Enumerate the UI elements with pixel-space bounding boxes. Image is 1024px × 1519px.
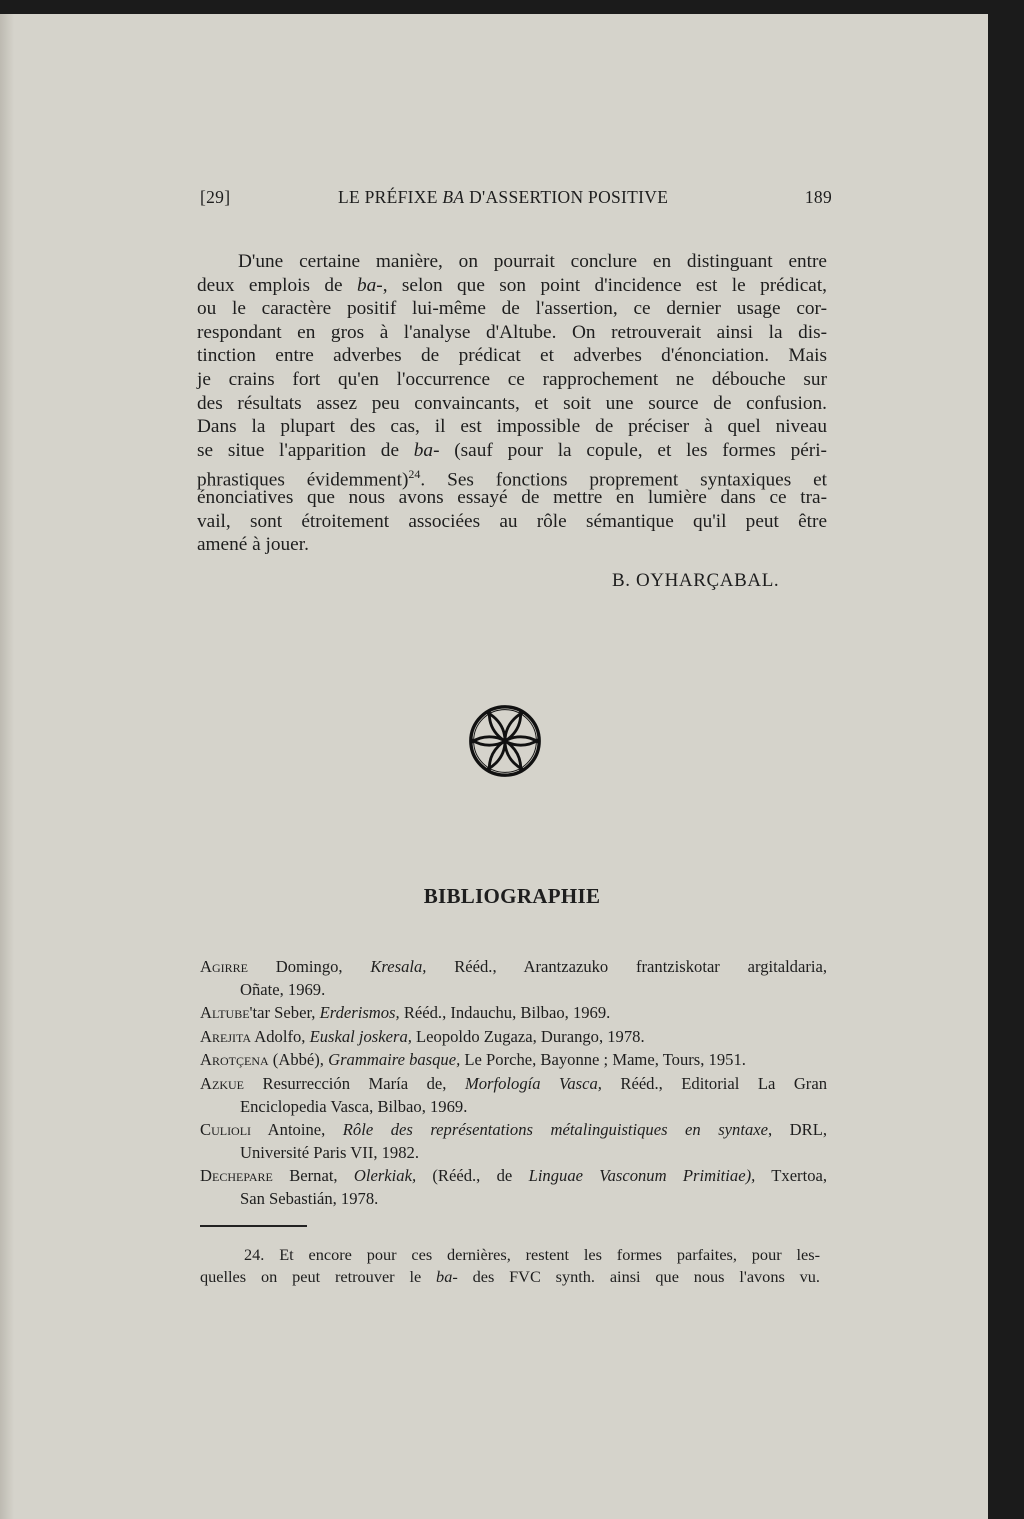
body-line: respondant en gros à l'analyse d'Altube. On retrouverait ainsi la dis- (197, 321, 827, 343)
bibliography-title: BIBLIOGRAPHIE (423, 884, 601, 908)
footnote-text-1: 24. Et encore pour ces dernières, restent les formes parfaites, pour les- (244, 1245, 820, 1264)
body-line: énonciatives que nous avons essayé de mettre en lumière dans ce tra- (197, 487, 827, 508)
body-line: tinction entre adverbes de prédicat et adverbes d'énonciation. Mais (197, 345, 827, 367)
bibliography-entry: Culioli Antoine, Rôle des représentations métalinguistiques en syntaxe, DRL, Université Paris VII, 1982. (200, 1119, 827, 1162)
running-title (338, 187, 668, 208)
running-title-em: BA (442, 187, 465, 207)
bibliography-entry: Arotçena (Abbé), Grammaire basque, Le Porche, Bayonne ; Mame, Tours, 1951. (200, 1050, 746, 1069)
bibliography-entry: Altube'tar Seber, Erderismos, Rééd., Indauchu, Bilbao, 1969. (200, 1003, 611, 1022)
bibliography-entry: Agirre Domingo, Kresala, Rééd., Arantzazuko frantziskotar argitaldaria, Oñate, 1969. (200, 957, 827, 999)
body-line: se situe l'apparition de ba- (sauf pour la copule, et les formes péri- (197, 439, 827, 461)
running-header (200, 187, 832, 211)
body-line: des résultats assez peu convaincants, et soit une source de confusion. (197, 392, 827, 414)
footnote-rule (200, 1225, 307, 1227)
body-line: D'une certaine manière, on pourrait conclure en distinguant entre (238, 251, 827, 272)
bibliography-entry: Dechepare Bernat, Olerkiak, (Rééd., de Linguae Vasconum Primitiae), Txertoa, San Sebastián, 1978. (200, 1165, 827, 1208)
page-number: 189 (804, 187, 832, 207)
running-title-post: D'ASSERTION POSITIVE (464, 187, 669, 207)
bibliography-entry: Arejita Adolfo, Euskal joskera, Leopoldo Zugaza, Durango, 1978. (200, 1026, 645, 1046)
body-line: Dans la plupart des cas, il est impossible de préciser à quel niveau (197, 416, 827, 438)
body-line: je crains fort qu'en l'occurrence ce rapprochement ne débouche sur (197, 369, 827, 390)
footnote-line-1 (244, 1244, 820, 1266)
footnote-text-2: quelles on peut retrouver le ba- des FVC synth. ainsi que nous l'avons vu. (200, 1267, 820, 1286)
body-line: phrastiques évidemment)$^{24}$. Ses fonctions proprement syntaxiques et (197, 467, 827, 491)
page-ref: [29] (200, 187, 231, 207)
body-line: amené à jouer. (197, 534, 309, 556)
bibliography-entry: Azkue Resurrección María de, Morfología Vasca, Rééd., Editorial La Gran Enciclopedia Vasca, Bilbao, 1969. (200, 1073, 827, 1116)
author-signature: B. OYHARÇABAL. (612, 570, 780, 591)
body-line: ou le caractère positif lui-même de l'assertion, ce dernier usage cor- (197, 298, 827, 320)
page-spine (0, 14, 14, 1519)
rosette-ornament-icon (466, 703, 544, 779)
body-line: vail, sont étroitement associées au rôle sémantique qu'il peut être (197, 510, 827, 532)
body-line: deux emplois de ba-, selon que son point d'incidence est le prédicat, (197, 274, 827, 296)
footnote-line-2 (200, 1266, 820, 1288)
running-title-pre: LE PRÉFIXE (338, 187, 443, 207)
